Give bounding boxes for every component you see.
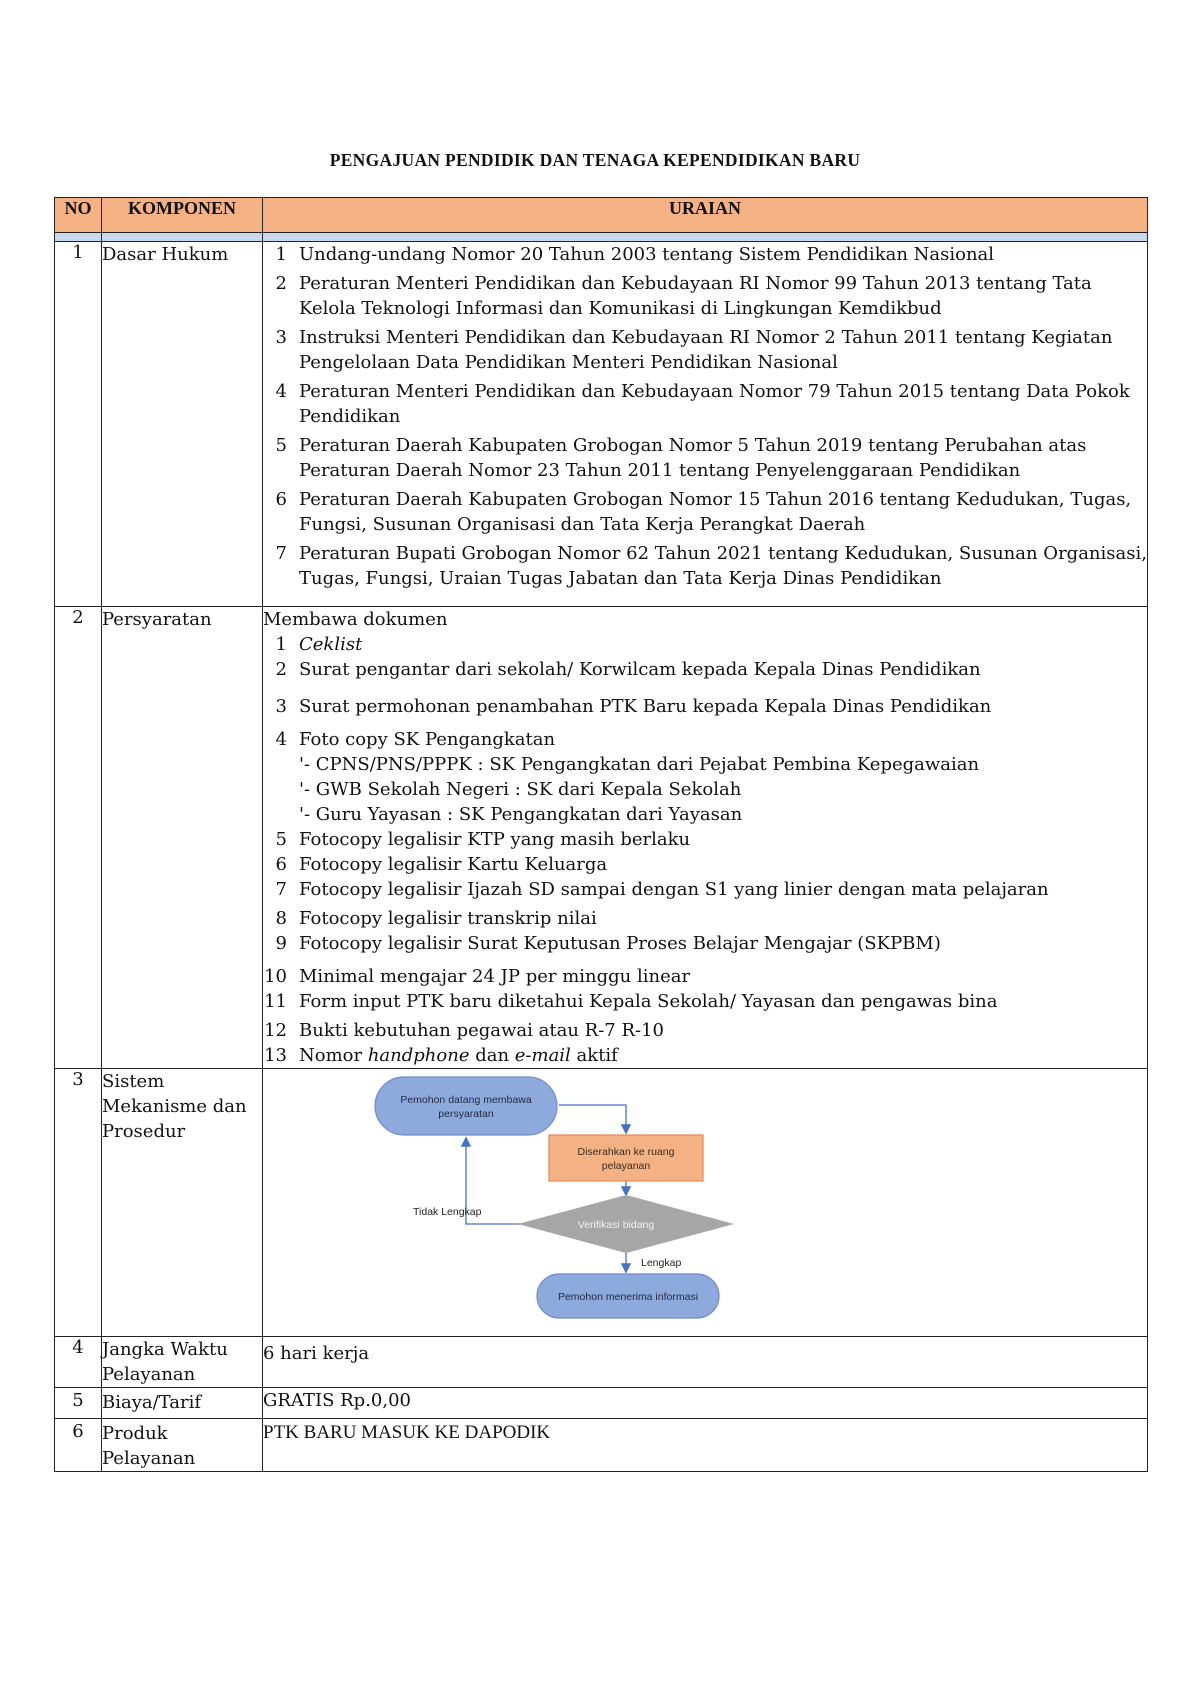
row-uraian bbox=[263, 242, 1148, 607]
flow-yes-label: Lengkap bbox=[641, 1257, 682, 1269]
row-komponen: Produk Pelayanan bbox=[102, 1419, 263, 1472]
row-number: 6 bbox=[55, 1419, 102, 1472]
sub-item: '- Guru Yayasan : SK Pengangkatan dari Yayasan bbox=[299, 804, 743, 825]
list-item: 1 Ceklist bbox=[275, 634, 363, 655]
procedure-flowchart bbox=[263, 1069, 1143, 1335]
list-item: 12 Bukti kebutuhan pegawai atau R-7 R-10 bbox=[264, 1020, 664, 1041]
row-uraian bbox=[263, 607, 1148, 1069]
table-row bbox=[55, 607, 1148, 1069]
table-row bbox=[55, 242, 1148, 607]
row-uraian: GRATIS Rp.0,00 bbox=[263, 1388, 1148, 1419]
list-item: 11 Form input PTK baru diketahui Kepala Sekolah/ Yayasan dan pengawas bina bbox=[264, 991, 998, 1012]
row-number: 5 bbox=[55, 1388, 102, 1419]
header-no: NO bbox=[55, 198, 102, 233]
row-uraian: 6 hari kerja bbox=[263, 1337, 1148, 1388]
requirements-intro: Membawa dokumen bbox=[263, 609, 448, 630]
connector-start-to-step bbox=[559, 1105, 626, 1132]
list-item: 7 Fotocopy legalisir Ijazah SD sampai dengan S1 yang linier dengan mata pelajaran bbox=[275, 879, 1049, 900]
flow-end-text: Pemohon menerima informasi bbox=[557, 1291, 699, 1303]
list-item: 5 Fotocopy legalisir KTP yang masih berlaku bbox=[275, 829, 691, 850]
flow-start-node bbox=[375, 1077, 557, 1135]
row-komponen: Persyaratan bbox=[102, 607, 263, 1069]
row-number: 3 bbox=[55, 1069, 102, 1337]
header-uraian: URAIAN bbox=[263, 198, 1148, 233]
row-uraian-flowchart bbox=[263, 1069, 1148, 1337]
row-number: 4 bbox=[55, 1337, 102, 1388]
row-komponen: Sistem Mekanisme dan Prosedur bbox=[102, 1069, 263, 1337]
flow-start-text-2: persyaratan bbox=[438, 1108, 494, 1120]
list-item: 13 Nomor handphone dan e-mail aktif bbox=[264, 1045, 618, 1066]
header-row bbox=[55, 198, 1148, 233]
table-row bbox=[55, 1419, 1148, 1472]
list-item: 6 Peraturan Daerah Kabupaten Grobogan Nomor 15 Tahun 2016 tentang Kedudukan, Tugas, Fungsi, Susunan Organisasi dan Tata Kerja Perangkat Daerah bbox=[275, 489, 1132, 535]
list-item: 2 Surat pengantar dari sekolah/ Korwilcam kepada Kepala Dinas Pendidikan bbox=[275, 659, 981, 680]
service-standard-table bbox=[54, 197, 1148, 1472]
list-item: 2 Peraturan Menteri Pendidikan dan Kebudayaan RI Nomor 99 Tahun 2013 tentang Tata Kelola Teknologi Informasi dan Komunikasi di Lingkungan Kemdikbud bbox=[275, 273, 1092, 319]
flow-step-node bbox=[549, 1135, 703, 1181]
table-row bbox=[55, 1337, 1148, 1388]
list-item: 4 Foto copy SK Pengangkatan bbox=[275, 729, 556, 750]
flow-decision-text: Verifikasi bidang bbox=[577, 1219, 655, 1231]
list-item: 8 Fotocopy legalisir transkrip nilai bbox=[275, 908, 597, 929]
flow-step-text-2: pelayanan bbox=[601, 1160, 651, 1172]
list-item: 7 Peraturan Bupati Grobogan Nomor 62 Tahun 2021 tentang Kedudukan, Susunan Organisasi, Tugas, Fungsi, Uraian Tugas Jabatan dan Tata Kerja Dinas Pendidikan bbox=[275, 543, 1147, 589]
row-number: 2 bbox=[55, 607, 102, 1069]
row-komponen: Dasar Hukum bbox=[102, 242, 263, 607]
list-item: 3 Surat permohonan penambahan PTK Baru kepada Kepala Dinas Pendidikan bbox=[275, 696, 992, 717]
list-item: 5 Peraturan Daerah Kabupaten Grobogan Nomor 5 Tahun 2019 tentang Perubahan atas Peraturan Daerah Nomor 23 Tahun 2011 tentang Penyelenggaraan Pendidikan bbox=[275, 435, 1087, 481]
header-spacer bbox=[55, 233, 1148, 242]
row-komponen: Biaya/Tarif bbox=[102, 1388, 263, 1419]
header-komponen: KOMPONEN bbox=[102, 198, 263, 233]
row-uraian: PTK BARU MASUK KE DAPODIK bbox=[263, 1419, 1148, 1472]
flow-step-text-1: Diserahkan ke ruang bbox=[577, 1146, 675, 1158]
row-komponen: Jangka Waktu Pelayanan bbox=[102, 1337, 263, 1388]
flow-start-text-1: Pemohon datang membawa bbox=[400, 1094, 532, 1106]
list-item: 3 Instruksi Menteri Pendidikan dan Kebudayaan RI Nomor 2 Tahun 2011 tentang Kegiatan Pengelolaan Data Pendidikan Menteri Pendidikan Nasional bbox=[275, 327, 1113, 373]
list-item: 10 Minimal mengajar 24 JP per minggu linear bbox=[264, 966, 691, 987]
list-item: 9 Fotocopy legalisir Surat Keputusan Proses Belajar Mengajar (SKPBM) bbox=[275, 933, 941, 954]
row-number: 1 bbox=[55, 242, 102, 607]
flow-no-label: Tidak Lengkap bbox=[413, 1206, 482, 1218]
list-item: 4 Peraturan Menteri Pendidikan dan Kebudayaan Nomor 79 Tahun 2015 tentang Data Pokok Pendidikan bbox=[275, 381, 1130, 427]
page-title: PENGAJUAN PENDIDIK DAN TENAGA KEPENDIDIKAN BARU bbox=[329, 150, 861, 170]
sub-item: '- CPNS/PNS/PPPK : SK Pengangkatan dari Pejabat Pembina Kepegawaian bbox=[299, 754, 980, 775]
sub-item: '- GWB Sekolah Negeri : SK dari Kepala Sekolah bbox=[299, 779, 742, 800]
table-row bbox=[55, 1388, 1148, 1419]
table-row bbox=[55, 1069, 1148, 1337]
list-item: 6 Fotocopy legalisir Kartu Keluarga bbox=[275, 854, 608, 875]
list-item: 1 Undang-undang Nomor 20 Tahun 2003 tentang Sistem Pendidikan Nasional bbox=[275, 244, 995, 265]
